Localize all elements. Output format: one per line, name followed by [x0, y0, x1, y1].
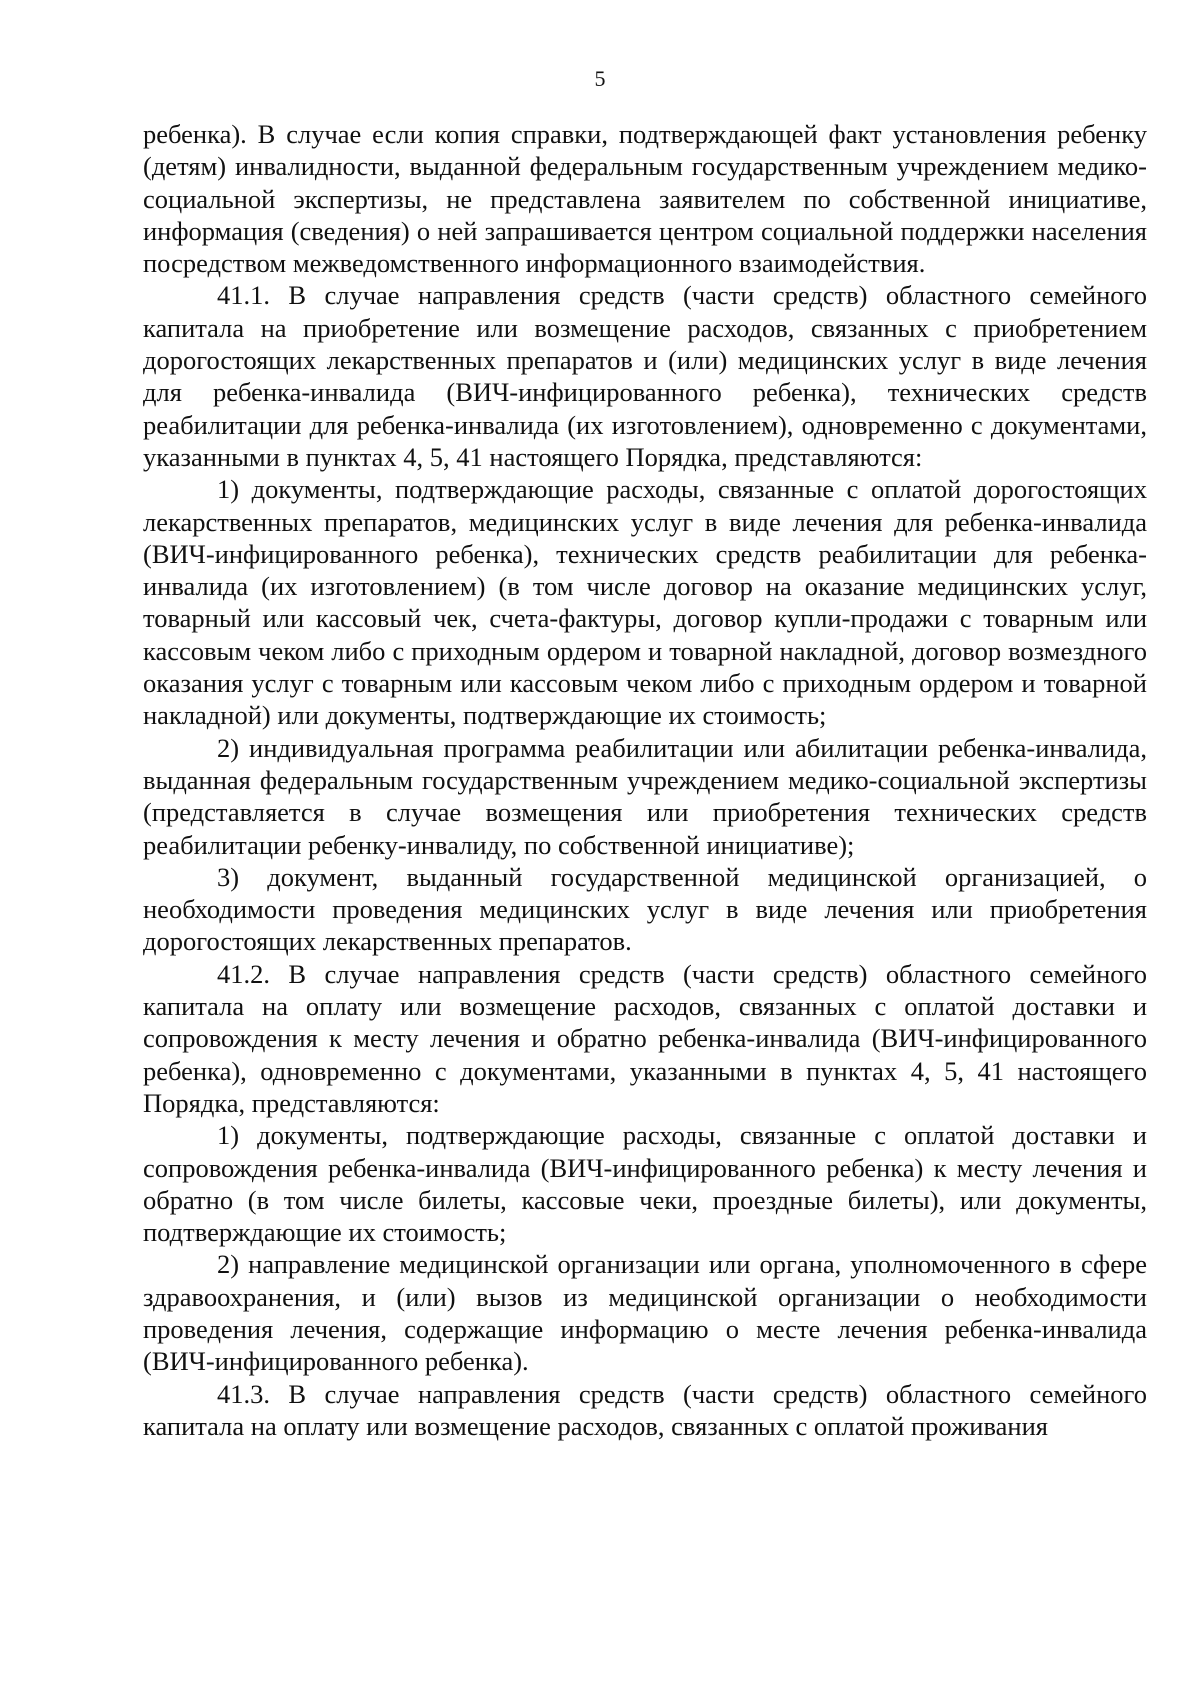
paragraph-41-2-item-2: 2) направление медицинской организации или органа, уполномоченного в сфере здравоохранения, и (или) вызов из медицинской организации о необходимости проведения лечения, содержащие информацию о месте лечения ребенка-инвалида (ВИЧ-инфицированного ребенка).	[143, 1249, 1147, 1377]
paragraph-41-3: 41.3. В случае направления средств (части средств) областного семейного капитала на оплату или возмещение расходов, связанных с оплатой проживания	[143, 1378, 1147, 1441]
paragraph-41-1-item-3: 3) документ, выданный государственной медицинской организацией, о необходимости проведения медицинских услуг в виде лечения или приобретения дорогостоящих лекарственных препаратов.	[143, 861, 1147, 957]
paragraph-41-1: 41.1. В случае направления средств (части средств) областного семейного капитала на приобретение или возмещение расходов, связанных с приобретением дорогостоящих лекарственных препаратов и (или) медицинских услуг в виде лечения для ребенка-инвалида (ВИЧ-инфицированного ребенка), технических средств реабилитации для ребенка-инвалида (их изготовлением), одновременно с документами, указанными в пунктах 4, 5, 41 настоящего Порядка, представляются:	[143, 280, 1147, 472]
paragraph-41-2: 41.2. В случае направления средств (части средств) областного семейного капитала на оплату или возмещение расходов, связанных с оплатой доставки и сопровождения к месту лечения и обратно ребенка-инвалида (ВИЧ-инфицированного ребенка), одновременно с документами, указанными в пунктах 4, 5, 41 настоящего Порядка, представляются:	[143, 958, 1147, 1118]
document-body	[143, 118, 1147, 1442]
page-number: 5	[594, 66, 606, 91]
paragraph-41-2-item-1: 1) документы, подтверждающие расходы, связанные с оплатой доставки и сопровождения ребенка-инвалида (ВИЧ-инфицированного ребенка) к месту лечения и обратно (в том числе билеты, кассовые чеки, проездные билеты), или документы, подтверждающие их стоимость;	[143, 1120, 1147, 1248]
paragraph-41-1-item-2: 2) индивидуальная программа реабилитации или абилитации ребенка-инвалида, выданная федеральным государственным учреждением медико-социальной экспертизы (представляется в случае возмещения или приобретения технических средств реабилитации ребенку-инвалиду, по собственной инициативе);	[143, 732, 1147, 860]
paragraph-41-1-item-1: 1) документы, подтверждающие расходы, связанные с оплатой дорогостоящих лекарственных препаратов, медицинских услуг в виде лечения для ребенка-инвалида (ВИЧ-инфицированного ребенка), технических средств реабилитации для ребенка-инвалида (их изготовлением) (в том числе договор на оказание медицинских услуг, товарный или кассовый чек, счета-фактуры, договор купли-продажи с товарным или кассовым чеком либо с приходным ордером и товарной накладной, договор возмездного оказания услуг с товарным или кассовым чеком либо с приходным ордером и товарной накладной) или документы, подтверждающие их стоимость;	[143, 474, 1147, 731]
paragraph-continuation: ребенка). В случае если копия справки, подтверждающей факт установления ребенку (детям) инвалидности, выданной федеральным государственным учреждением медико-социальной экспертизы, не представлена заявителем по собственной инициативе, информация (сведения) о ней запрашивается центром социальной поддержки населения посредством межведомственного информационного взаимодействия.	[143, 119, 1147, 279]
